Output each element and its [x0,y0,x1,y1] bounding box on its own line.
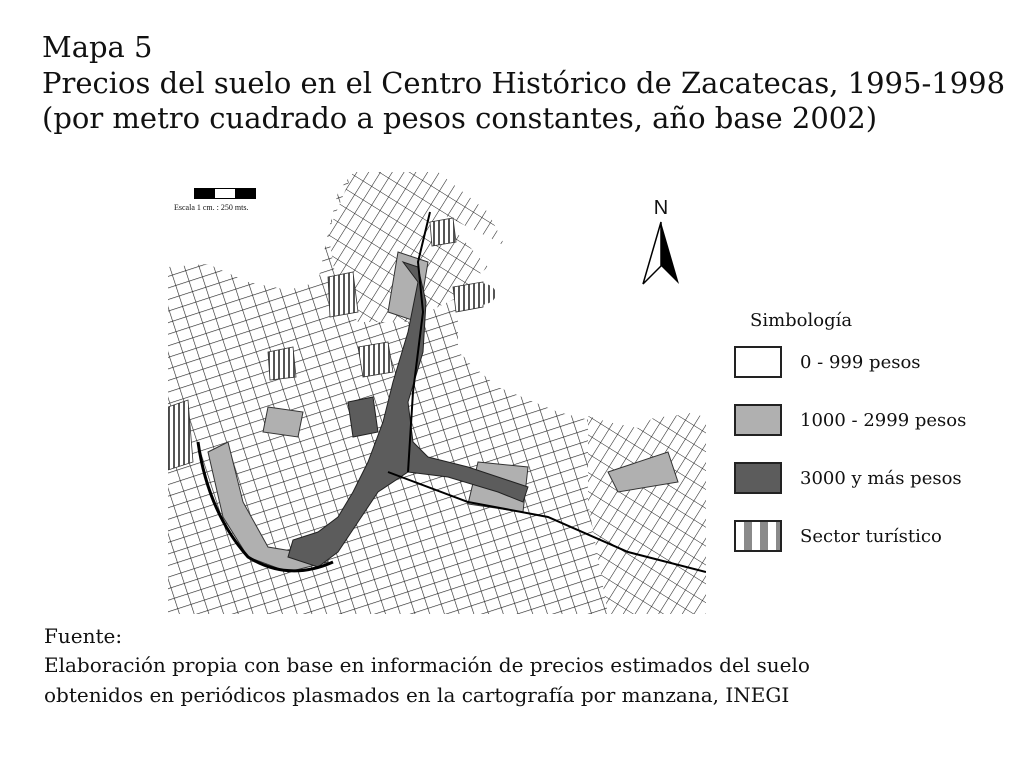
legend-item-tourist [734,519,1004,553]
scale-label: Escala 1 cm. : 250 mts. [174,203,249,212]
legend-item-0-999 [734,345,1004,379]
urban-area-east [588,410,706,614]
source-label: Fuente: [44,624,123,648]
legend-item-1000-2999 [734,403,1004,437]
north-letter: N [653,197,669,219]
legend-item-3000-plus [734,461,1004,495]
map-title: Precios del suelo en el Centro Histórico de Zacatecas, 1995-1998 [42,66,1006,100]
legend-title: Simbología [750,310,853,331]
tourist-sector-b [328,272,358,317]
source-block [44,622,810,710]
legend-label: 0 - 999 pesos [800,351,921,373]
tourist-sector-isolated [464,283,496,305]
legend-label: 1000 - 2999 pesos [800,409,967,431]
zone-1000-2999-c [263,407,303,437]
legend-swatch-dark-gray [734,462,782,494]
title-block [42,28,1005,136]
map-subtitle: (por metro cuadrado a pesos constantes, año base 2002) [42,101,878,135]
scale-bar-block [174,188,256,212]
legend-swatch-white [734,346,782,378]
tourist-sector-f [430,218,456,246]
city-map [168,172,706,614]
legend-label: 3000 y más pesos [800,467,962,489]
map-number: Mapa 5 [42,30,153,64]
north-arrow-icon [639,218,683,288]
legend [734,310,1004,577]
scale-bar [194,188,256,199]
legend-swatch-light-gray [734,404,782,436]
source-line-2: obtenidos en periódicos plasmados en la cartografía por manzana, INEGI [44,683,790,707]
zone-3000-plus-b [348,397,378,437]
hill-northwest [168,172,318,262]
legend-swatch-stripes [734,520,782,552]
source-line-1: Elaboración propia con base en información de precios estimados del suelo [44,653,810,677]
tourist-sector-c [358,342,393,377]
tourist-sector-e [268,347,296,380]
legend-label: Sector turístico [800,525,942,547]
north-arrow [636,198,686,298]
